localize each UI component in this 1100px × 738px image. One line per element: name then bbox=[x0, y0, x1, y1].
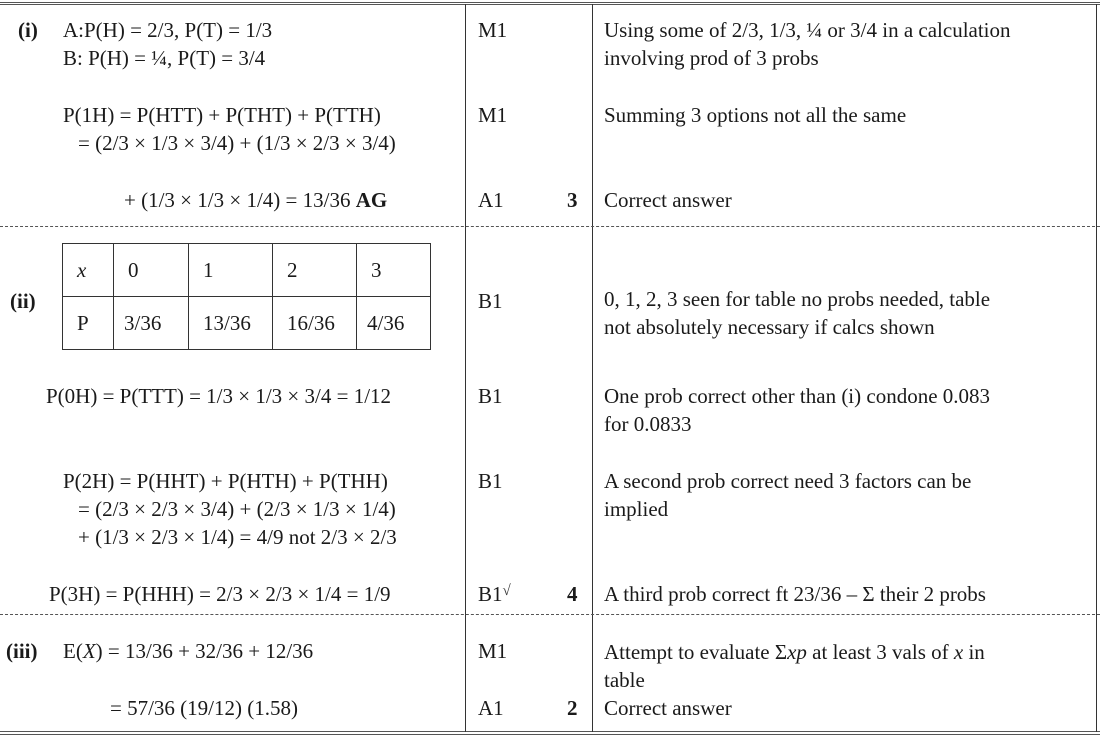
part-label: (ii) bbox=[10, 289, 36, 313]
section-divider-i-ii bbox=[0, 226, 1100, 227]
working-line: = (2/3 × 2/3 × 3/4) + (2/3 × 1/3 × 1/4) bbox=[78, 497, 396, 521]
mark: A1 bbox=[478, 188, 504, 212]
guidance-text: for 0.0833 bbox=[604, 412, 692, 436]
guidance-text: A third prob correct ft 23/36 – Σ their 2 probs bbox=[604, 582, 986, 606]
column-divider-guidance bbox=[592, 4, 593, 732]
mark: B1 bbox=[478, 384, 503, 408]
guidance-text: Correct answer bbox=[604, 696, 732, 720]
table-cell: 1 bbox=[189, 244, 273, 297]
working-line: P(2H) = P(HHT) + P(HTH) + P(THH) bbox=[63, 469, 388, 493]
guidance-text: Correct answer bbox=[604, 188, 732, 212]
guidance-text: 0, 1, 2, 3 seen for table no probs needed, table bbox=[604, 287, 991, 311]
table-cell: 3 bbox=[357, 244, 431, 297]
part-label: (i) bbox=[18, 18, 38, 42]
section-total: 4 bbox=[567, 582, 578, 606]
mark: B1 bbox=[478, 469, 503, 493]
guidance-text: not absolutely necessary if calcs shown bbox=[604, 315, 935, 339]
working-line: = (2/3 × 1/3 × 3/4) + (1/3 × 2/3 × 3/4) bbox=[78, 131, 396, 155]
section-total: 2 bbox=[567, 696, 578, 720]
working-line: P(0H) = P(TTT) = 1/3 × 1/3 × 3/4 = 1/12 bbox=[46, 384, 392, 408]
follow-through-tick-icon: √ bbox=[502, 583, 511, 599]
guidance-text: One prob correct other than (i) condone 0.083 bbox=[604, 384, 991, 408]
section-divider-ii-iii bbox=[0, 614, 1100, 615]
working-line: A:P(H) = 2/3, P(T) = 1/3 bbox=[63, 18, 273, 42]
working-line: P(3H) = P(HHH) = 2/3 × 2/3 × 1/4 = 1/9 bbox=[49, 582, 391, 606]
working-line: B: P(H) = ¼, P(T) = 3/4 bbox=[63, 46, 266, 70]
working-line bbox=[124, 186, 387, 214]
guidance-text: Using some of 2/3, 1/3, ¼ or 3/4 in a calculation bbox=[604, 18, 1011, 42]
guidance-fragment: x bbox=[953, 640, 964, 664]
mark: B1 bbox=[478, 289, 503, 313]
section-total: 3 bbox=[567, 188, 578, 212]
top-border bbox=[0, 2, 1100, 5]
working-text: ) = 13/36 + 32/36 + 12/36 bbox=[95, 639, 314, 663]
working-line bbox=[63, 637, 313, 665]
mark-text: B1 bbox=[478, 582, 503, 606]
answer-given-tag: AG bbox=[355, 188, 388, 212]
mark: M1 bbox=[478, 639, 508, 663]
right-border bbox=[1096, 4, 1097, 732]
random-variable: X bbox=[82, 639, 96, 663]
guidance-text: A second prob correct need 3 factors can be bbox=[604, 469, 972, 493]
guidance-text: involving prod of 3 probs bbox=[604, 46, 819, 70]
table-cell: 2 bbox=[273, 244, 357, 297]
table-row-x bbox=[63, 244, 431, 297]
table-cell: x bbox=[63, 244, 114, 297]
table-cell: P bbox=[63, 297, 114, 350]
guidance-text: table bbox=[604, 668, 645, 692]
mark: M1 bbox=[478, 103, 508, 127]
probability-distribution-table bbox=[62, 243, 431, 350]
guidance-text: implied bbox=[604, 497, 669, 521]
column-divider-marks bbox=[465, 4, 466, 732]
working-line: + (1/3 × 2/3 × 1/4) = 4/9 not 2/3 × 2/3 bbox=[78, 525, 397, 549]
part-label: (iii) bbox=[6, 639, 38, 663]
guidance-fragment: xp bbox=[787, 640, 807, 664]
table-row-p bbox=[63, 297, 431, 350]
table-cell: 13/36 bbox=[189, 297, 273, 350]
table-cell: 0 bbox=[114, 244, 189, 297]
mark: M1 bbox=[478, 18, 508, 42]
guidance-fragment: at least 3 vals of bbox=[806, 640, 954, 664]
mark bbox=[478, 580, 511, 611]
table-cell: 4/36 bbox=[357, 297, 431, 350]
mark: A1 bbox=[478, 696, 504, 720]
bottom-border bbox=[0, 731, 1100, 735]
guidance-fragment: in bbox=[963, 640, 985, 664]
working-text: + (1/3 × 1/3 × 1/4) = 13/36 bbox=[124, 188, 356, 212]
table-cell: 16/36 bbox=[273, 297, 357, 350]
table-cell: 3/36 bbox=[114, 297, 189, 350]
guidance-text: Summing 3 options not all the same bbox=[604, 103, 907, 127]
guidance-fragment: Attempt to evaluate Σ bbox=[604, 640, 788, 664]
working-line: P(1H) = P(HTT) + P(THT) + P(TTH) bbox=[63, 103, 381, 127]
guidance-text bbox=[604, 638, 985, 666]
working-line: = 57/36 (19/12) (1.58) bbox=[110, 696, 298, 720]
working-text: E( bbox=[63, 639, 83, 663]
